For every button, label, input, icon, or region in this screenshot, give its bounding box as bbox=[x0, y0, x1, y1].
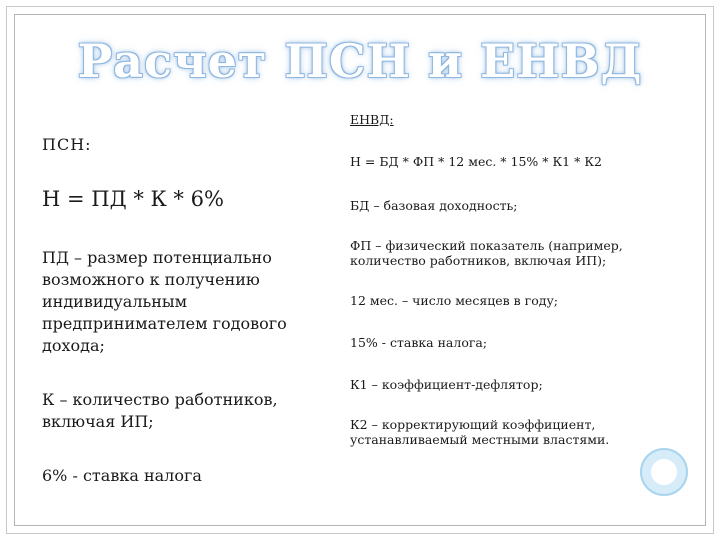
slide-title: Расчет ПСН и ЕНВД bbox=[77, 34, 643, 88]
psn-definition-pd: ПД – размер потенциально возможного к получению индивидуальным предпринимателем годового дохода; bbox=[42, 248, 287, 355]
envd-definition-k1: К1 – коэффициент-дефлятор; bbox=[350, 377, 543, 392]
psn-definition-rate: 6% - ставка налога bbox=[42, 466, 202, 485]
psn-definition-k: К – количество работников, включая ИП; bbox=[42, 390, 278, 431]
envd-definition-rate: 15% - ставка налога; bbox=[350, 335, 488, 350]
envd-definition-bd: БД – базовая доходность; bbox=[350, 198, 518, 213]
envd-definition-fp: ФП – физический показатель (например, количество работников, включая ИП); bbox=[350, 238, 623, 268]
envd-heading: ЕНВД: bbox=[350, 112, 394, 127]
psn-heading: ПСН: bbox=[42, 135, 92, 154]
envd-definition-months: 12 мес. – число месяцев в году; bbox=[350, 293, 559, 308]
slide-corner-circle bbox=[640, 448, 688, 496]
envd-definition-k2: К2 – корректирующий коэффициент, устанавливаемый местными властями. bbox=[350, 417, 610, 447]
envd-formula: Н = БД * ФП * 12 мес. * 15% * К1 * К2 bbox=[350, 154, 602, 169]
psn-formula: Н = ПД * К * 6% bbox=[42, 187, 224, 211]
